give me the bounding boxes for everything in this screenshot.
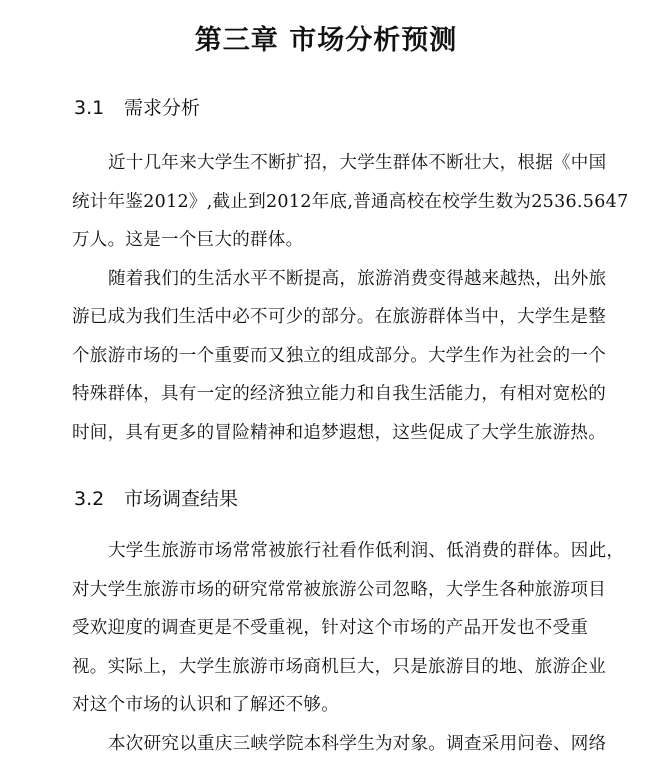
paragraph-survey-2 [72,725,612,764]
paragraph-line: 游已成为我们生活中必不可少的部分。在旅游群体当中，大学生是整 [72,307,606,327]
paragraph-line: 视。实际上，大学生旅游市场商机巨大，只是旅游目的地、旅游企业 [72,656,606,677]
paragraph-line: 统计年鉴2012》,截止到2012年底,普通高校在校学生数为2536.5647 [72,191,629,212]
section-heading-3-2 [74,484,238,511]
paragraph-line: 大学生旅游市场常常被旅行社看作低利润、低消费的群体。因此， [108,541,625,561]
section-number: 3.2 [74,488,105,510]
section-number: 3.1 [74,97,105,119]
paragraph-line: 特殊群体，具有一定的经济独立能力和自我生活能力，有相对宽松的 [72,384,606,404]
paragraph-line: 万人。这是一个巨大的群体。 [72,230,304,250]
paragraph-line: 受欢迎度的调查更是不受重视，针对这个市场的产品开发也不受重 [72,618,589,638]
paragraph-line: 个旅游市场的一个重要而又独立的组成部分。大学生作为社会的一个 [72,345,606,366]
paragraph-survey-1 [72,532,625,725]
paragraph-line: 近十几年来大学生不断扩招，大学生群体不断壮大，根据《中国 [108,153,607,173]
chapter-title: 第三章 市场分析预测 [194,25,458,56]
paragraph-line: 本次研究以重庆三峡学院本科学生为对象。调查采用问卷、网络 [108,734,607,754]
section-heading-3-1 [74,93,200,120]
paragraph-line: 对大学生旅游市场的研究常常被旅游公司忽略，大学生各种旅游项目 [72,579,606,600]
paragraph-demand-1 [72,144,629,260]
section-title: 需求分析 [124,97,201,119]
paragraph-demand-2 [72,260,612,453]
paragraph-line: 随着我们的生活水平不断提高，旅游消费变得越来越热，出外旅 [108,268,607,289]
paragraph-line: 对这个市场的认识和了解还不够。 [72,695,339,715]
paragraph-line: 时间，具有更多的冒险精神和追梦遐想，这些促成了大学生旅游热。 [72,422,606,443]
section-title: 市场调查结果 [124,488,239,510]
